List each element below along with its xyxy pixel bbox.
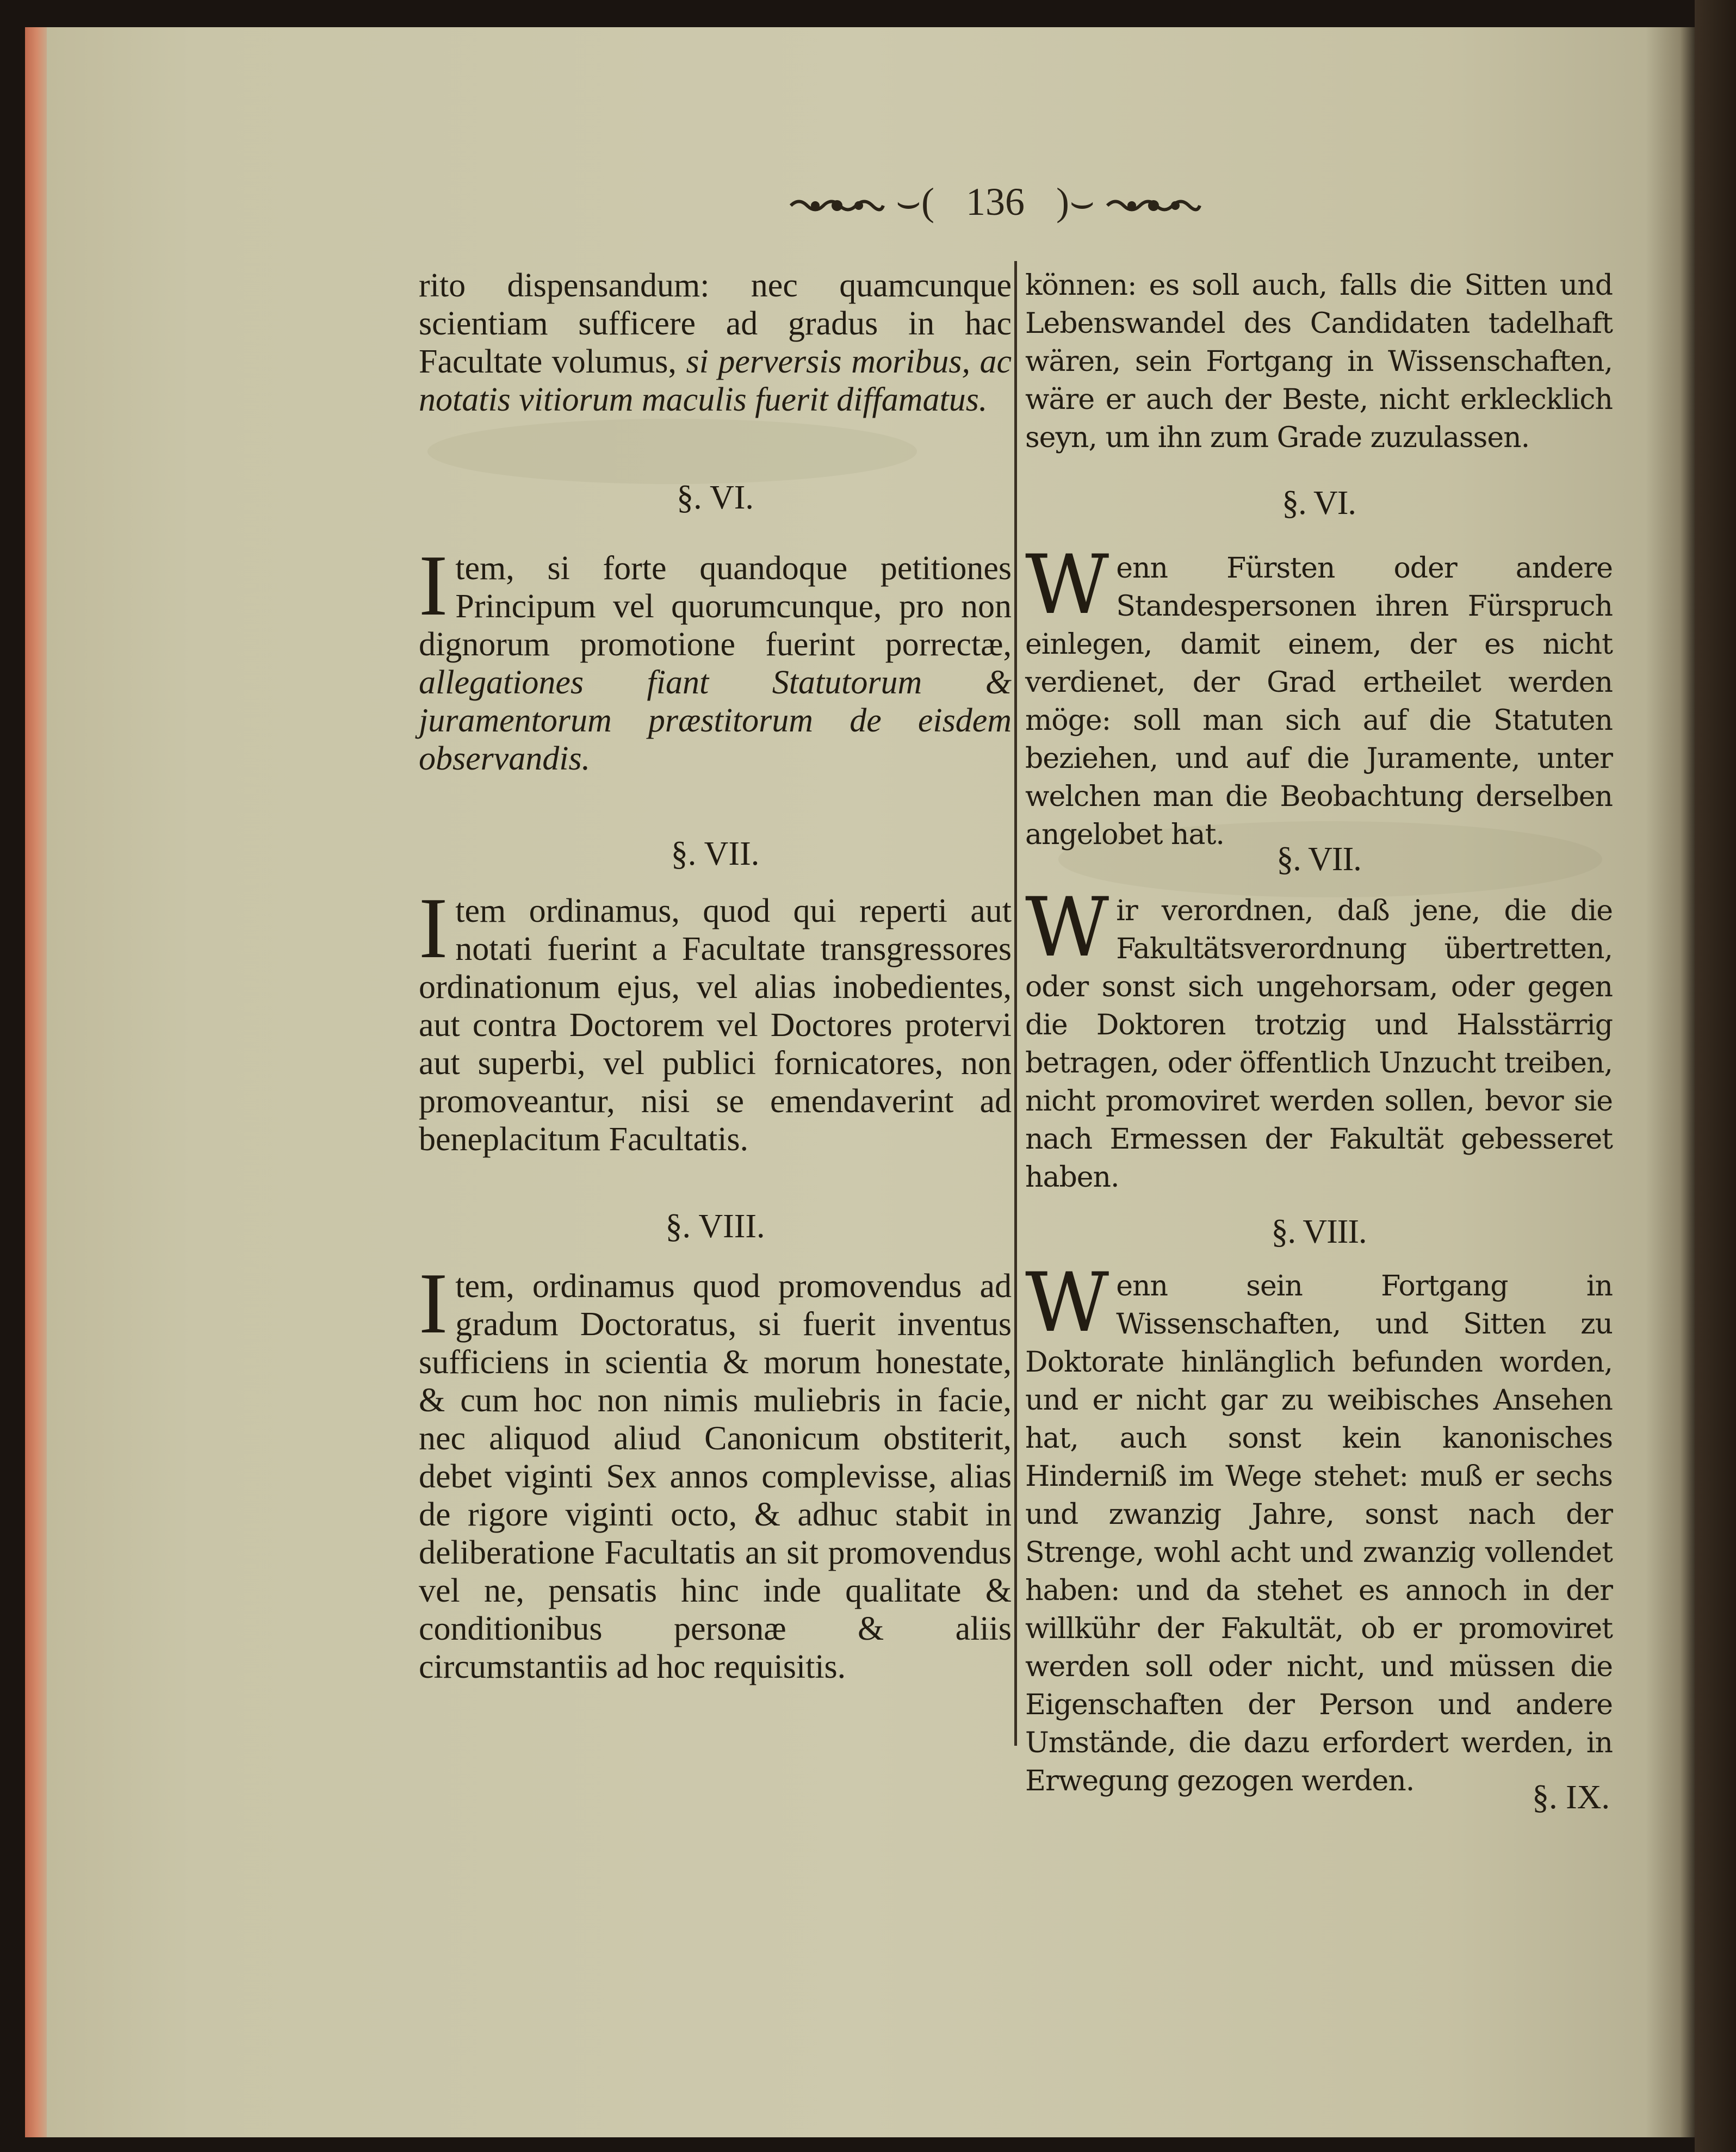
german-intro xyxy=(1025,266,1613,457)
paper-stain xyxy=(427,419,917,484)
german-section-7 xyxy=(1025,880,1613,1196)
drop-cap: I xyxy=(419,1255,448,1351)
latin-section-8-text: tem, ordinamus quod promovendus ad gradum Doctoratus, si fuerit inventus sufficiens in scientia & morum honestate, & cum hoc non nimis muliebris in facie, nec aliquod aliud Canonicum obstiterit, debet viginti Sex annos complevisse, alias de rigore viginti octo, & adhuc stabit in deliberatione Facultatis an sit promovendus vel ne, pensatis hinc inde qualitate & conditionibus personæ & aliis circumstantiis ad hoc requisitis. xyxy=(419,1268,1012,1685)
drop-cap: I xyxy=(419,537,448,634)
german-section-7-heading: §. VII. xyxy=(1276,841,1361,878)
german-section-7-text: ir verordnen, daß jene, die die Fakultätsverordnung übertretten, oder sonst sich ungehorsam, oder gegen die Doktoren trotzig und Halsstärrig betragen, oder öffentlich Unzucht treiben, nicht promoviret werden sollen, bevor sie nach Ermessen der Fakultät gebesseret haben. xyxy=(1025,895,1613,1194)
catchword: §. IX. xyxy=(1532,1779,1610,1816)
latin-section-7 xyxy=(419,879,1012,1158)
drop-cap: I xyxy=(419,879,448,976)
latin-intro-italic: si perversis moribus, ac notatis vitiorum maculis fuerit diffamatus. xyxy=(419,343,1012,418)
latin-intro-paragraph xyxy=(419,266,1012,419)
latin-section-8 xyxy=(419,1255,1012,1686)
page-number: 136 xyxy=(966,180,1025,224)
latin-section-6-text: tem, si forte quandoque petitiones Principum vel quorumcunque, pro non dignorum promotione fuerint porrectæ, xyxy=(419,550,1012,663)
german-intro-text: können: es soll auch, falls die Sitten und Lebenswandel des Candidaten tadelhaft wären, sein Fortgang in Wissenschaften, wäre er auch der Beste, nicht erklecklich seyn, um ihn zum Grade zuzulassen. xyxy=(1025,269,1613,454)
german-section-8-heading: §. VIII. xyxy=(1271,1213,1367,1250)
latin-section-6-italic: allegationes fiant Statutorum & juramentorum præstitorum de eisdem observandis. xyxy=(419,664,1012,777)
header-right-bracket: )⌣ xyxy=(1056,180,1095,224)
ornament-left-icon xyxy=(788,195,886,216)
latin-section-7-text: tem ordinamus, quod qui reperti aut notati fuerint a Facultate transgressores ordinationum ejus, vel alias inobedientes, aut contra Doctorem vel Doctores protervi aut superbi, vel publici fornicatores, non promoveantur, nisi se emendaverint ad beneplacitum Facultatis. xyxy=(419,892,1012,1158)
page-gutter-shadow xyxy=(1646,27,1695,2137)
drop-cap: W xyxy=(1025,1256,1109,1350)
latin-section-6 xyxy=(419,537,1012,778)
latin-section-7-heading: §. VII. xyxy=(671,835,760,872)
latin-intro xyxy=(419,266,1012,419)
latin-section-8-heading: §. VIII. xyxy=(665,1208,765,1245)
german-section-6 xyxy=(1025,538,1613,854)
page-edge-left xyxy=(25,27,47,2137)
column-divider xyxy=(1014,261,1017,1746)
german-section-8-text: enn sein Fortgang in Wissenschaften, und Sitten zu Doktorate hinlänglich befunden worden, und er nicht gar zu weibisches Ansehen hat, auch sonst kein kanonisches Hinderniß im Wege stehet: muß er sechs und zwanzig Jahre, sonst nach der Strenge, wohl acht und zwanzig vollendet haben: und da stehet es annoch in der willkühr der Fakultät, ob er promoviret werden soll oder nicht, und müssen die Eigenschaften der Person und andere Umstände, die dazu erfordert werden, in Erwegung gezogen werden. xyxy=(1025,1270,1613,1797)
german-section-8 xyxy=(1025,1256,1613,1800)
drop-cap: W xyxy=(1025,538,1109,632)
page-header xyxy=(751,179,1240,228)
book-spine xyxy=(1695,0,1736,2152)
german-section-6-text: enn Fürsten oder andere Standespersonen ihren Fürspruch einlegen, damit einem, der es nicht verdienet, der Grad ertheilet werden möge: soll man sich auf die Statuten beziehen, und auf die Juramente, unter welchen man die Beobachtung derselben angelobet hat. xyxy=(1025,552,1613,851)
latin-intro-text: rito dispensandum: nec quamcunque scientiam sufficere ad gradus in hac Facultate volumus, xyxy=(419,267,1012,380)
ornament-right-icon xyxy=(1105,195,1202,216)
latin-section-6-heading: §. VI. xyxy=(677,479,754,516)
german-section-6-heading: §. VI. xyxy=(1282,485,1356,522)
drop-cap: W xyxy=(1025,880,1109,975)
header-left-bracket: ⌣( xyxy=(895,180,934,224)
